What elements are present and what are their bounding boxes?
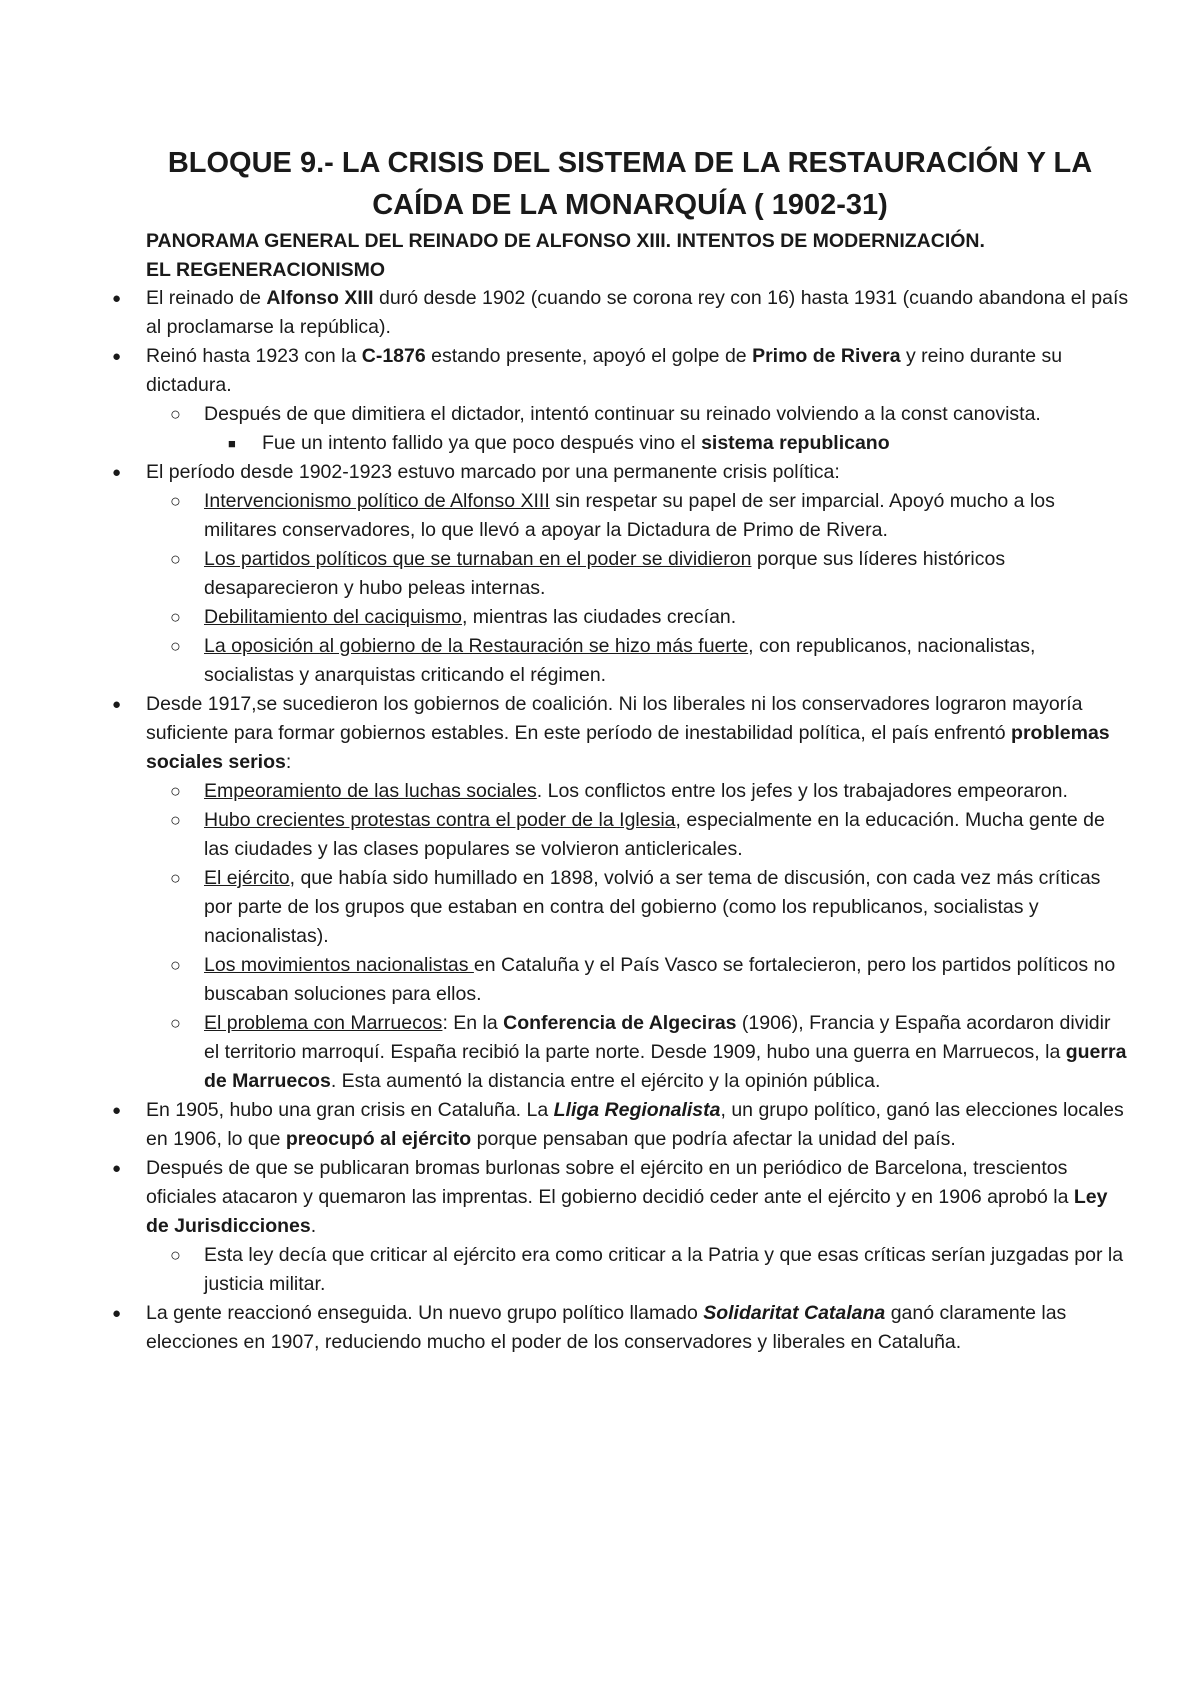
underlined-text: Los partidos políticos que se turnaban en el poder se dividieron (204, 548, 752, 570)
bullet-circle-icon: ○ (170, 868, 181, 888)
bullet-circle-icon: ○ (170, 781, 181, 801)
bullet-circle-icon: ○ (170, 810, 181, 830)
text-segment: Después de que dimitiera el dictador, intentó continuar su reinado volviendo a la const canovista. (204, 403, 1041, 425)
list-item-level-2 (0, 806, 1200, 864)
underlined-text: El ejército (204, 867, 290, 889)
bullet-disc-icon: ● (112, 1160, 122, 1177)
bullet-circle-icon: ○ (170, 404, 181, 424)
text-segment: . Esta aumentó la distancia entre el ejército y la opinión pública. (330, 1070, 881, 1092)
bullet-circle-icon: ○ (170, 491, 181, 511)
text-segment: duró desde 1902 (cuando se corona rey con 16) hasta 1931 (cuando abandona el país al proclamarse la república). (146, 287, 1129, 338)
list-item-level-2 (0, 951, 1200, 1009)
bullet-disc-icon: ● (112, 1102, 122, 1119)
bullet-disc-icon: ● (112, 290, 122, 307)
text-segment: , mientras las ciudades crecían. (461, 606, 737, 628)
list-item-level-1 (0, 342, 1200, 400)
text-segment: , con republicanos, nacionalistas, socialistas y anarquistas criticando el régimen. (204, 635, 1036, 686)
bullet-circle-icon: ○ (170, 955, 181, 975)
text-segment: El reinado de (146, 287, 267, 309)
bold-text: preocupó al ejército (285, 1128, 472, 1150)
text-segment: , especialmente en la educación. Mucha gente de las ciudades y las clases populares se volvieron anticlericales. (204, 809, 1105, 860)
text-segment: : En la (442, 1012, 504, 1034)
list-item-level-2 (0, 545, 1200, 603)
bullet-disc-icon: ● (112, 696, 122, 713)
text-segment: . (310, 1215, 317, 1237)
title-line-2: CAÍDA DE LA MONARQUÍA ( 1902-31) (372, 189, 888, 221)
text-segment: estando presente, apoyó el golpe de (425, 345, 753, 367)
underlined-text: Los movimientos nacionalistas (204, 954, 474, 976)
bold-text: problemas sociales serios (146, 722, 1110, 773)
bold-text: C-1876 (361, 345, 426, 367)
bullet-list (0, 284, 1200, 1357)
underlined-text: La oposición al gobierno de la Restauración se hizo más fuerte (204, 635, 749, 657)
text-segment: porque sus líderes históricos desaparecieron y hubo peleas internas. (204, 548, 1006, 599)
bullet-circle-icon: ○ (170, 549, 181, 569)
text-segment: Reinó hasta 1923 con la (146, 345, 362, 367)
text-segment: : (285, 751, 292, 773)
list-item-level-1 (0, 284, 1200, 342)
text-segment: porque pensaban que podría afectar la unidad del país. (471, 1128, 956, 1150)
bold-text: guerra de Marruecos (204, 1041, 1127, 1092)
text-segment: (1906), Francia y España acordaron dividir el territorio marroquí. España recibió la parte norte. Desde 1909, hubo una guerra en Marruecos, la (204, 1012, 1111, 1063)
bullet-disc-icon: ● (112, 464, 122, 481)
list-item-level-1 (0, 1096, 1200, 1154)
underlined-text: El problema con Marruecos (204, 1012, 443, 1034)
bold-text: sistema republicano (701, 432, 890, 454)
text-segment: Después de que se publicaran bromas burlonas sobre el ejército en un periódico de Barcelona, trescientos oficiales atacaron y quemaron las imprentas. El gobierno decidió ceder ante el ejército y en 1906 aprobó la (146, 1157, 1074, 1208)
bullet-square-icon: ■ (228, 436, 236, 451)
text-segment: . Los conflictos entre los jefes y los trabajadores empeoraron. (536, 780, 1068, 802)
underlined-text: Empeoramiento de las luchas sociales (204, 780, 537, 802)
list-item-level-2 (0, 400, 1200, 429)
text-segment: La gente reaccionó enseguida. Un nuevo grupo político llamado (146, 1302, 704, 1324)
text-segment: Esta ley decía que criticar al ejército era como criticar a la Patria y que esas críticas serían juzgadas por la justicia militar. (204, 1244, 1124, 1295)
section-heading (146, 227, 1126, 285)
text-segment: , que había sido humillado en 1898, volvió a ser tema de discusión, con cada vez más críticas por parte de los grupos que estaban en contra del gobierno (como los republicanos, socialistas y nacionalistas). (204, 867, 1101, 947)
underlined-text: Debilitamiento del caciquismo (204, 606, 462, 628)
bullet-circle-icon: ○ (170, 1245, 181, 1265)
bullet-circle-icon: ○ (170, 1013, 181, 1033)
list-item-level-2 (0, 487, 1200, 545)
bullet-circle-icon: ○ (170, 607, 181, 627)
list-item-level-1 (0, 690, 1200, 777)
list-item-level-1 (0, 1154, 1200, 1241)
list-item-level-2 (0, 777, 1200, 806)
list-item-level-1 (0, 458, 1200, 487)
list-item-level-3 (0, 429, 1200, 458)
list-item-level-1 (0, 1299, 1200, 1357)
bold-text: Conferencia de Algeciras (503, 1012, 737, 1034)
section-heading-line-2: EL REGENERACIONISMO (146, 259, 386, 281)
text-segment: Fue un intento fallido ya que poco después vino el (262, 432, 702, 454)
bold-text: Alfonso XIII (266, 287, 374, 309)
section-heading-line-1: PANORAMA GENERAL DEL REINADO DE ALFONSO XIII. INTENTOS DE MODERNIZACIÓN. (146, 230, 985, 252)
text-segment: sin respetar su papel de ser imparcial. Apoyó mucho a los militares conservadores, lo que llevó a apoyar la Dictadura de Primo de Rivera. (204, 490, 1055, 541)
text-segment: ganó claramente las elecciones en 1907, reduciendo mucho el poder de los conservadores y liberales en Cataluña. (146, 1302, 1067, 1353)
bullet-disc-icon: ● (112, 348, 122, 365)
list-item-level-2 (0, 864, 1200, 951)
underlined-text: Intervencionismo político de Alfonso XIII (204, 490, 550, 512)
list-item-level-2 (0, 1009, 1200, 1096)
list-item-level-2 (0, 603, 1200, 632)
title-line-1: BLOQUE 9.- LA CRISIS DEL SISTEMA DE LA RESTAURACIÓN Y LA (167, 147, 1093, 179)
document-title (130, 142, 1130, 226)
bold-text: Lliga Regionalista (553, 1099, 721, 1121)
list-item-level-2 (0, 632, 1200, 690)
bold-text: Primo de Rivera (752, 345, 901, 367)
underlined-text: Hubo crecientes protestas contra el poder de la Iglesia (204, 809, 676, 831)
text-segment: El período desde 1902-1923 estuvo marcado por una permanente crisis política: (146, 461, 840, 483)
bold-text: Solidaritat Catalana (703, 1302, 886, 1324)
text-segment: En 1905, hubo una gran crisis en Cataluña. La (146, 1099, 554, 1121)
bullet-disc-icon: ● (112, 1305, 122, 1322)
text-segment: y reino durante su dictadura. (146, 345, 1063, 396)
list-item-level-2 (0, 1241, 1200, 1299)
text-segment: Desde 1917,se sucedieron los gobiernos de coalición. Ni los liberales ni los conservadores lograron mayoría suficiente para formar gobiernos estables. En este período de inestabilidad política, el país enfrentó (146, 693, 1083, 744)
text-segment: en Cataluña y el País Vasco se fortalecieron, pero los partidos políticos no buscaban soluciones para ellos. (204, 954, 1116, 1005)
text-segment: , un grupo político, ganó las elecciones locales en 1906, lo que (146, 1099, 1124, 1150)
bold-text: Ley de Jurisdicciones (146, 1186, 1108, 1237)
bullet-circle-icon: ○ (170, 636, 181, 656)
